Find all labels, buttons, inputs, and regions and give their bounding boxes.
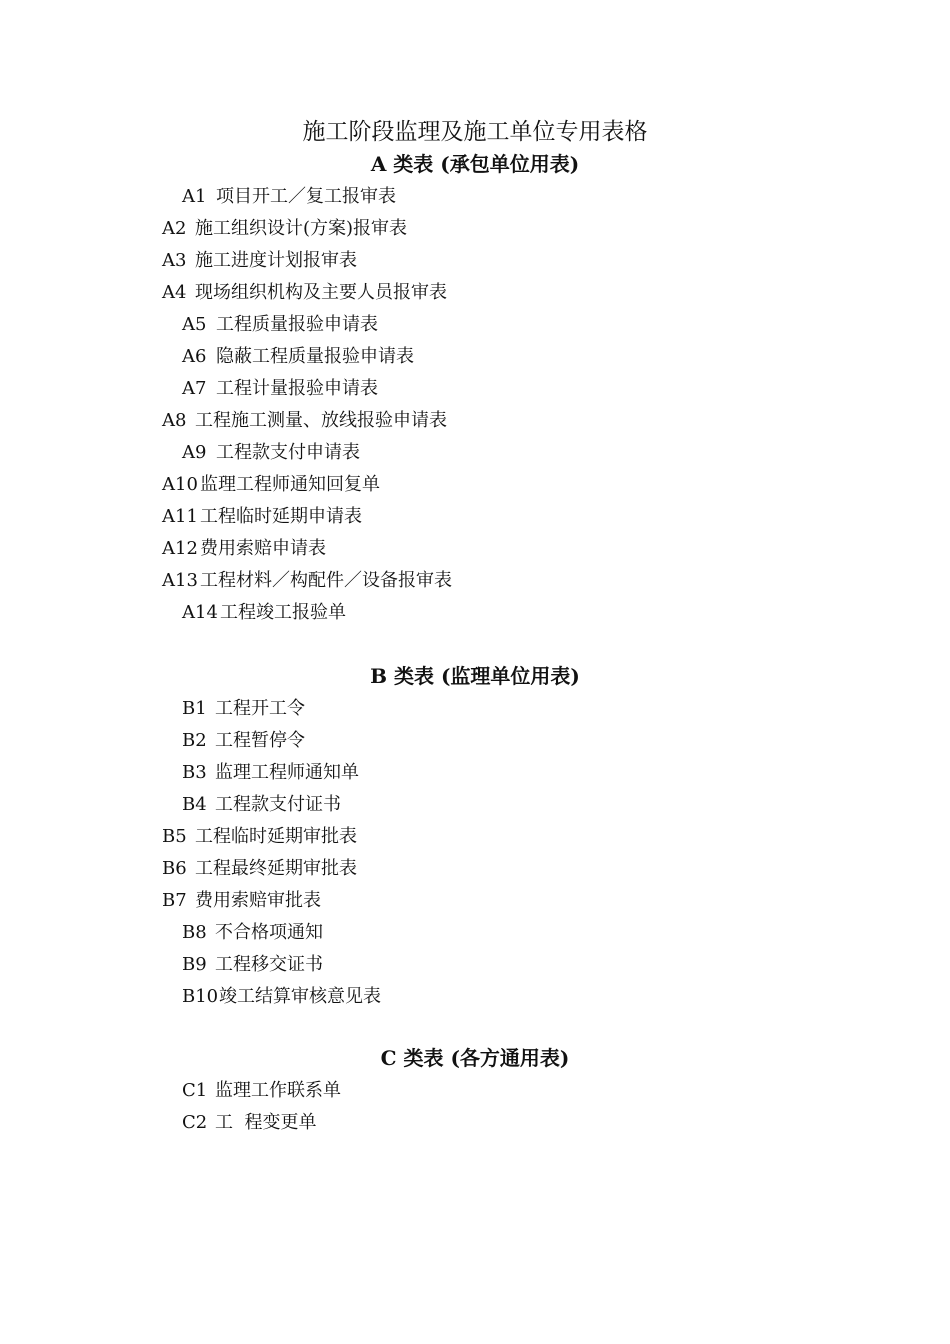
item-code: B8	[182, 922, 207, 943]
list-item	[182, 1078, 341, 1104]
list-item	[182, 696, 305, 722]
item-code: B2	[182, 730, 207, 751]
section-heading-b: B 类表 (监理单位用表)	[370, 664, 580, 688]
item-label: 工程最终延期审批表	[195, 858, 357, 879]
item-label: 监理工程师通知单	[215, 762, 359, 783]
item-code: A4	[162, 282, 187, 303]
item-code: B3	[182, 762, 207, 783]
list-item	[182, 984, 381, 1010]
item-label: 竣工结算审核意见表	[219, 986, 381, 1007]
item-code: A10	[162, 474, 198, 495]
item-label: 监理工作联系单	[215, 1080, 341, 1101]
item-code: B4	[182, 794, 207, 815]
item-code: A9	[182, 442, 207, 463]
item-code: A8	[162, 410, 187, 431]
item-label: 工程材料／构配件／设备报审表	[200, 570, 452, 591]
section-heading-a: A 类表 (承包单位用表)	[370, 152, 580, 176]
list-item	[182, 728, 305, 754]
item-code: A12	[162, 538, 198, 559]
list-item	[162, 248, 357, 274]
item-label: 工程临时延期审批表	[195, 826, 357, 847]
item-label: 项目开工／复工报审表	[216, 186, 396, 207]
item-label: 费用索赔审批表	[195, 890, 321, 911]
section-heading-c: C 类表 (各方通用表)	[380, 1046, 570, 1070]
item-label: 工程移交证书	[215, 954, 323, 975]
list-item	[182, 184, 396, 210]
item-label: 工程开工令	[215, 698, 305, 719]
list-item	[162, 408, 447, 434]
list-item	[162, 856, 357, 882]
item-label: 工程暂停令	[215, 730, 305, 751]
item-label: 工程竣工报验单	[220, 602, 346, 623]
item-label: 工程施工测量、放线报验申请表	[195, 410, 447, 431]
item-code: A3	[162, 250, 187, 271]
item-label: 工程质量报验申请表	[216, 314, 378, 335]
list-item	[162, 824, 357, 850]
item-code: B5	[162, 826, 187, 847]
item-label: 施工组织设计(方案)报审表	[195, 218, 408, 239]
item-code: A6	[182, 346, 207, 367]
item-code: A2	[162, 218, 187, 239]
item-label: 施工进度计划报审表	[195, 250, 357, 271]
item-code: C2	[182, 1112, 208, 1133]
list-item	[182, 600, 346, 626]
item-label: 工程款支付申请表	[216, 442, 360, 463]
list-item	[162, 888, 321, 914]
list-item	[182, 312, 378, 338]
list-item	[182, 920, 323, 946]
item-code: B9	[182, 954, 207, 975]
item-code: A11	[162, 506, 198, 527]
document-title: 施工阶段监理及施工单位专用表格	[302, 119, 648, 145]
item-code: A13	[162, 570, 198, 591]
list-item	[162, 280, 447, 306]
item-label: 隐蔽工程质量报验申请表	[216, 346, 414, 367]
list-item	[182, 440, 360, 466]
item-label: 监理工程师通知回复单	[200, 474, 380, 495]
list-item	[162, 504, 362, 530]
item-code: B7	[162, 890, 187, 911]
item-code: A1	[182, 186, 207, 207]
list-item	[182, 344, 414, 370]
item-code: A14	[182, 602, 218, 623]
item-label: 费用索赔申请表	[200, 538, 326, 559]
list-item	[162, 472, 380, 498]
item-label: 现场组织机构及主要人员报审表	[195, 282, 447, 303]
list-item	[182, 376, 378, 402]
item-label: 不合格项通知	[215, 922, 323, 943]
list-item	[162, 216, 407, 242]
list-item	[182, 760, 359, 786]
item-label: 工程计量报验申请表	[216, 378, 378, 399]
list-item	[162, 568, 452, 594]
item-label: 工程临时延期申请表	[200, 506, 362, 527]
item-label: 工程款支付证书	[215, 794, 341, 815]
list-item	[182, 792, 341, 818]
item-code: B1	[182, 698, 207, 719]
item-code: B6	[162, 858, 187, 879]
list-item	[162, 536, 326, 562]
item-code: A5	[182, 314, 207, 335]
item-label: 工 程变更单	[215, 1112, 317, 1133]
list-item	[182, 952, 323, 978]
item-code: B10	[182, 986, 219, 1007]
item-code: C1	[182, 1080, 208, 1101]
list-item	[182, 1110, 316, 1136]
item-code: A7	[182, 378, 207, 399]
